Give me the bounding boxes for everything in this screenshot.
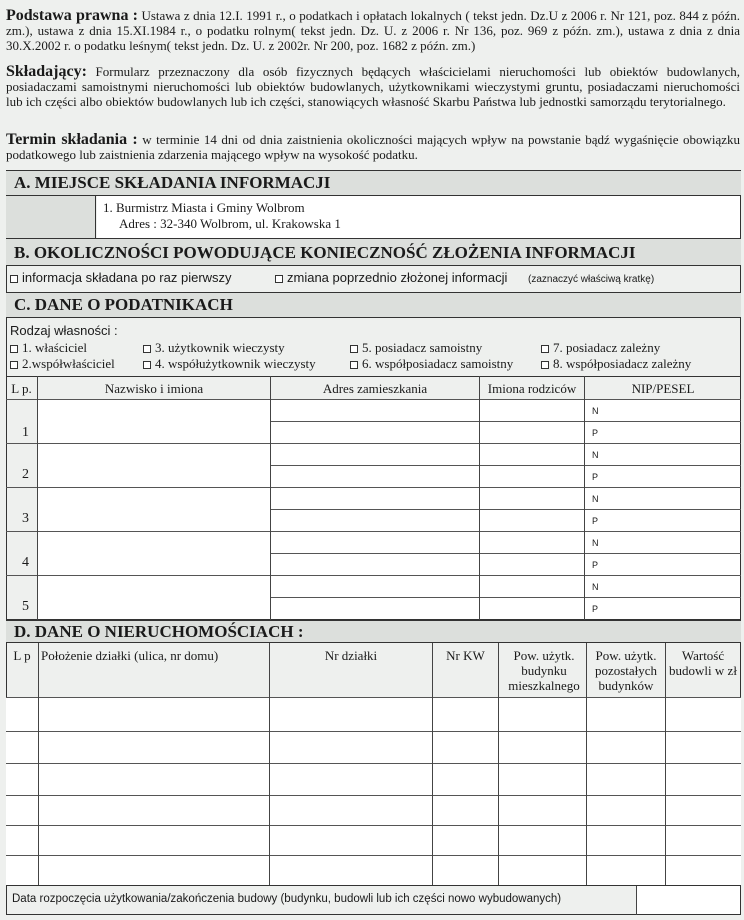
nip-marker: N bbox=[592, 450, 599, 460]
ownership-checkbox[interactable] bbox=[541, 345, 549, 353]
col-divider bbox=[37, 376, 38, 620]
correction-checkbox[interactable] bbox=[275, 275, 283, 283]
d-col-divider bbox=[498, 643, 499, 885]
ownership-option-8[interactable] bbox=[541, 356, 691, 372]
col-divider bbox=[584, 376, 585, 620]
correction-option[interactable] bbox=[275, 270, 507, 286]
row-divider bbox=[6, 575, 741, 576]
d-col-divider bbox=[432, 643, 433, 885]
pesel-marker: P bbox=[592, 428, 599, 438]
ownership-option-6[interactable] bbox=[350, 356, 513, 372]
row-number-4: 4 bbox=[22, 555, 29, 570]
section-d-title: D. DANE O NIERUCHOMOŚCIACH : bbox=[14, 622, 304, 641]
d-col-divider bbox=[269, 643, 270, 885]
ownership-checkbox[interactable] bbox=[10, 345, 18, 353]
deadline-label: Termin składania : bbox=[6, 131, 138, 148]
first-filing-checkbox[interactable] bbox=[10, 275, 18, 283]
row-divider bbox=[6, 443, 741, 444]
property-table-bottom bbox=[6, 885, 741, 886]
filer-text: Formularz przeznaczony dla osób fizycznych będących właścicielami nieruchomości lub obiektów budowlanych, posiadaczami samoistnymi nieruchomości lub obiektów budowlanych, użytkownikami wieczystymi gruntu, posiadaczami nieruchomości lub ich części albo obiektów budowlanych lub ich części, stanowiących własność Skarbu Państwa lub jednostki samorządu terytorialnego. bbox=[6, 64, 740, 109]
section-b-header bbox=[6, 238, 741, 266]
property-row-divider bbox=[6, 731, 741, 732]
deadline-info bbox=[6, 132, 740, 162]
row-number-5: 5 bbox=[22, 599, 29, 614]
row-number-3: 3 bbox=[22, 511, 29, 526]
col-nip-pesel: NIP/PESEL bbox=[631, 381, 695, 396]
ownership-option-label: 8. współposiadacz zależny bbox=[553, 356, 692, 371]
construction-date-field[interactable] bbox=[637, 886, 740, 914]
col-divider bbox=[270, 376, 271, 620]
ownership-option-label: 4. współużytkownik wieczysty bbox=[155, 356, 316, 371]
ownership-option-2[interactable] bbox=[10, 356, 115, 372]
ownership-option-3[interactable] bbox=[143, 340, 285, 356]
d-col-other-area: Pow. użytk. pozostałych budynków bbox=[594, 648, 658, 693]
ownership-option-7[interactable] bbox=[541, 340, 660, 356]
nip-marker: N bbox=[592, 538, 599, 548]
row-number-1: 1 bbox=[22, 425, 29, 440]
legal-basis bbox=[6, 8, 740, 53]
ownership-checkbox[interactable] bbox=[143, 361, 151, 369]
legal-basis-label: Podstawa prawna : bbox=[6, 7, 138, 24]
section-d-header bbox=[6, 621, 741, 643]
d-col-residential-area: Pow. użytk. budynku mieszkalnego bbox=[508, 648, 580, 693]
subrow-divider bbox=[271, 553, 741, 554]
d-col-plot-number: Nr działki bbox=[324, 648, 378, 663]
ownership-option-label: 1. właściciel bbox=[22, 340, 87, 355]
ownership-option-label: 7. posiadacz zależny bbox=[553, 340, 661, 355]
first-filing-option[interactable] bbox=[10, 270, 232, 286]
col-name: Nazwisko i imiona bbox=[104, 381, 204, 396]
property-table-body bbox=[6, 698, 741, 885]
pesel-marker: P bbox=[592, 516, 599, 526]
property-row-divider bbox=[6, 795, 741, 796]
authority-name: 1. Burmistrz Miasta i Gminy Wolbrom bbox=[103, 200, 305, 215]
ownership-option-label: 6. współposiadacz samoistny bbox=[362, 356, 514, 371]
col-address: Adres zamieszkania bbox=[322, 381, 428, 396]
pesel-marker: P bbox=[592, 604, 599, 614]
filer-label: Składający: bbox=[6, 63, 87, 80]
col-lp: L p. bbox=[11, 381, 32, 396]
ownership-option-label: 3. użytkownik wieczysty bbox=[155, 340, 285, 355]
row-divider bbox=[6, 531, 741, 532]
section-c-title: C. DANE O PODATNIKACH bbox=[14, 295, 233, 314]
ownership-option-label: 2.współwłaściciel bbox=[22, 356, 115, 371]
ownership-checkbox[interactable] bbox=[541, 361, 549, 369]
submission-place bbox=[97, 196, 740, 238]
deadline-text: w terminie 14 dni od dnia zaistnienia okoliczności mających wpływ na powstanie bądź wygaśnięcie obowiązku podatkowego lub zaistnienia zdarzenia mającego wpływ na wysokość podatku. bbox=[6, 132, 741, 162]
taxpayer-table-body bbox=[38, 400, 740, 620]
ownership-label: Rodzaj własności : bbox=[10, 323, 118, 338]
section-b-title: B. OKOLICZNOŚCI POWODUJĄCE KONIECZNOŚĆ ZŁOŻENIA INFORMACJI bbox=[14, 243, 636, 262]
subrow-divider bbox=[271, 597, 741, 598]
property-row-divider bbox=[6, 855, 741, 856]
authority-address: Adres : 32-340 Wolbrom, ul. Krakowska 1 bbox=[119, 216, 341, 231]
ownership-option-1[interactable] bbox=[10, 340, 87, 356]
d-col-divider bbox=[665, 643, 666, 885]
section-a-title: A. MIEJSCE SKŁADANIA INFORMACJI bbox=[14, 173, 331, 192]
correction-label: zmiana poprzednio złożonej informacji bbox=[287, 270, 508, 285]
nip-marker: N bbox=[592, 582, 599, 592]
subrow-divider bbox=[271, 509, 741, 510]
col-parents: Imiona rodziców bbox=[487, 381, 577, 396]
legal-basis-text: Ustawa z dnia 12.I. 1991 r., o podatkach i opłatach lokalnych ( tekst jedn. Dz.U z 2006 r. Nr 121, poz. 844 z późn. zm.), ustawa z dnia 15.XI.1984 r., o podatku rolnym( tekst jedn. Dz. U. z 2006 r. Nr 136, poz. 969 z późn. zm.), ustawa z dnia z dnia 30.X.2002 r. o podatku leśnym( tekst jedn. Dz. U. z 2002r. Nr 200, poz. 1682 z późn. zm.) bbox=[6, 8, 741, 53]
ownership-checkbox[interactable] bbox=[143, 345, 151, 353]
d-col-divider bbox=[38, 643, 39, 885]
construction-date-label: Data rozpoczęcia użytkowania/zakończenia budowy (budynku, budowli lub ich części nowo wybudowanych) bbox=[12, 893, 562, 905]
property-row-divider bbox=[6, 825, 741, 826]
pesel-marker: P bbox=[592, 472, 599, 482]
pesel-marker: P bbox=[592, 560, 599, 570]
nip-marker: N bbox=[592, 406, 599, 416]
section-c-header bbox=[6, 292, 741, 318]
d-col-location: Położenie działki (ulica, nr domu) bbox=[41, 648, 219, 663]
ownership-checkbox[interactable] bbox=[10, 361, 18, 369]
nip-marker: N bbox=[592, 494, 599, 504]
section-a-spacer bbox=[6, 196, 96, 238]
taxpayer-header-divider bbox=[6, 399, 741, 400]
d-col-divider bbox=[586, 643, 587, 885]
ownership-option-4[interactable] bbox=[143, 356, 316, 372]
subrow-divider bbox=[271, 465, 741, 466]
filer-info bbox=[6, 64, 740, 109]
d-col-kw: Nr KW bbox=[446, 648, 485, 663]
col-divider bbox=[479, 376, 480, 620]
taxpayer-table-top bbox=[6, 376, 741, 377]
section-a-header bbox=[6, 170, 741, 196]
property-header-divider bbox=[6, 697, 741, 698]
d-col-lp: L p bbox=[13, 648, 31, 663]
property-row-divider bbox=[6, 763, 741, 764]
d-col-structure-value: Wartość budowli w zł bbox=[669, 648, 737, 678]
subrow-divider bbox=[271, 421, 741, 422]
row-number-2: 2 bbox=[22, 467, 29, 482]
ownership-checkbox[interactable] bbox=[350, 361, 358, 369]
checkbox-hint: (zaznaczyć właściwą kratkę) bbox=[528, 274, 655, 285]
ownership-checkbox[interactable] bbox=[350, 345, 358, 353]
ownership-option-label: 5. posiadacz samoistny bbox=[362, 340, 483, 355]
ownership-option-5[interactable] bbox=[350, 340, 482, 356]
row-divider bbox=[6, 487, 741, 488]
first-filing-label: informacja składana po raz pierwszy bbox=[22, 270, 232, 285]
